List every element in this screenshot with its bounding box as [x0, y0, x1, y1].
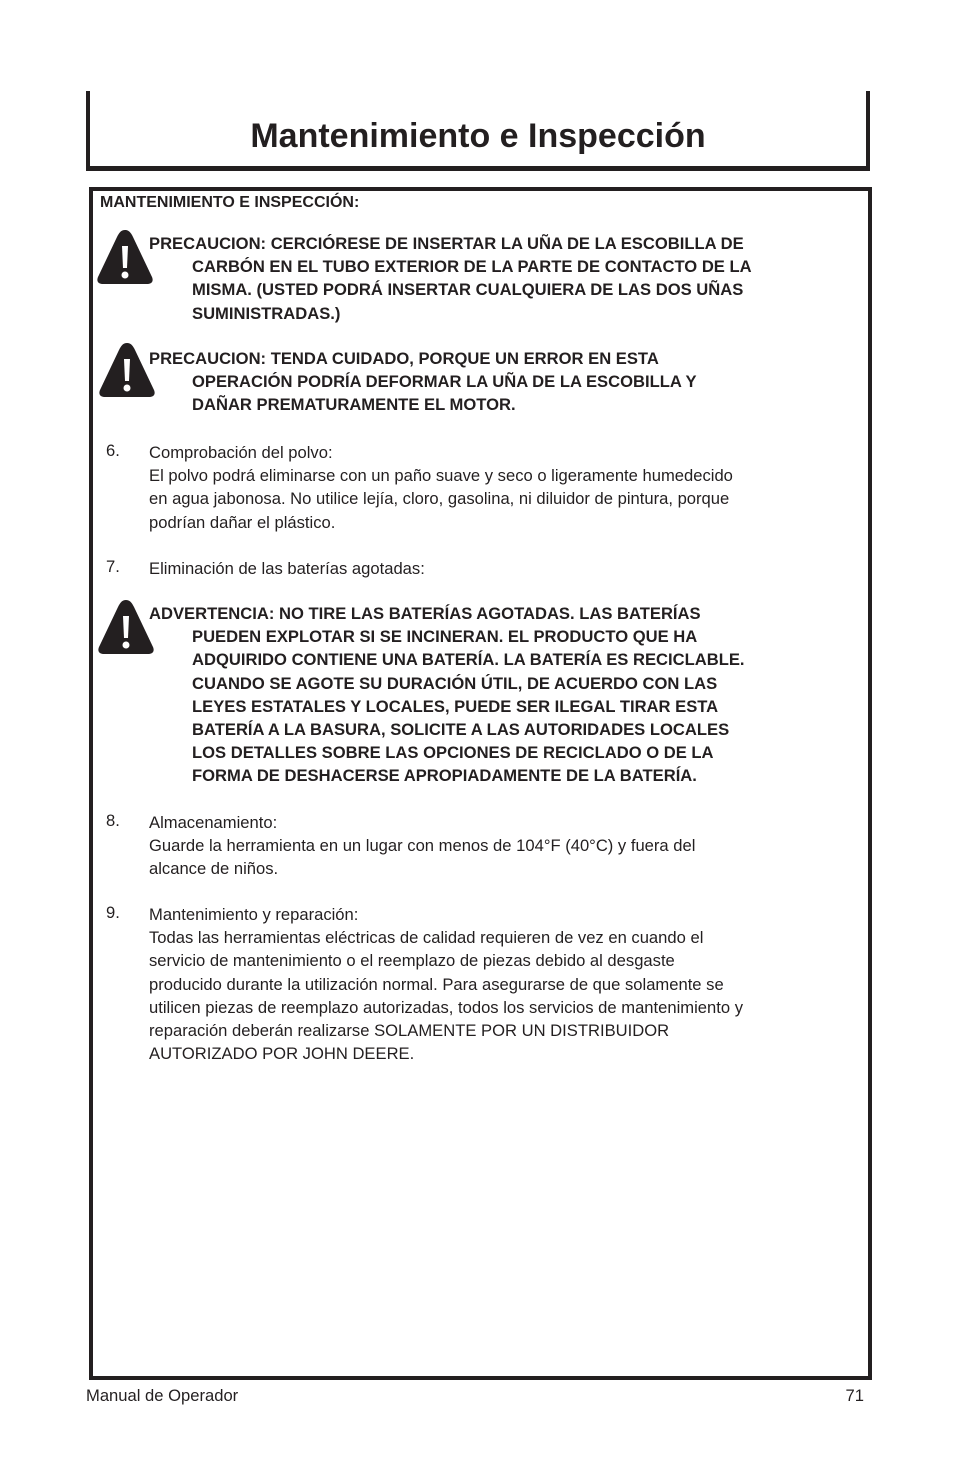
caution-line: DAÑAR PREMATURAMENTE EL MOTOR.: [192, 395, 516, 415]
item-line: producido durante la utilización normal. Para asegurarse de que solamente se: [149, 974, 724, 994]
item-line: Todas las herramientas eléctricas de calidad requieren de vez en cuando el: [149, 928, 704, 948]
item-body: [149, 441, 849, 534]
caution-line: BATERÍA A LA BASURA, SOLICITE A LAS AUTORIDADES LOCALES: [192, 720, 730, 740]
item-line: Guarde la herramienta en un lugar con menos de 104°F (40°C) y fuera del: [149, 836, 696, 856]
item-heading: Mantenimiento y reparación:: [149, 905, 359, 924]
page-title: Mantenimiento e Inspección: [250, 117, 706, 155]
item-number: 6.: [106, 441, 120, 460]
item-line: utilicen piezas de reemplazo autorizadas, todos los servicios de mantenimiento y: [149, 997, 743, 1017]
caution-line: MISMA. (USTED PODRÁ INSERTAR CUALQUIERA DE LAS DOS UÑAS: [192, 280, 744, 300]
item-line: reparación deberán realizarse SOLAMENTE POR UN DISTRIBUIDOR: [149, 1021, 670, 1041]
caution-line: CUANDO SE AGOTE SU DURACIÓN ÚTIL, DE ACUERDO CON LAS: [192, 673, 718, 693]
warning-triangle-icon: [97, 598, 155, 656]
item-body: [149, 557, 849, 580]
item-line: podrían dañar el plástico.: [149, 512, 336, 532]
caution-2: [149, 347, 849, 417]
caution-line: PRECAUCION: TENDA CUIDADO, PORQUE UN ERROR EN ESTA: [149, 349, 659, 368]
caution-line: OPERACIÓN PODRÍA DEFORMAR LA UÑA DE LA ESCOBILLA Y: [192, 372, 697, 392]
item-line: El polvo podrá eliminarse con un paño suave y seco o ligeramente humedecido: [149, 466, 733, 486]
footer-manual-label: Manual de Operador: [86, 1386, 239, 1405]
section-heading: MANTENIMIENTO E INSPECCIÓN:: [100, 194, 360, 211]
item-number: 8.: [106, 811, 120, 830]
caution-line: FORMA DE DESHACERSE APROPIADAMENTE DE LA BATERÍA.: [192, 766, 697, 786]
caution-line: LOS DETALLES SOBRE LAS OPCIONES DE RECICLADO O DE LA: [192, 743, 714, 763]
item-heading: Almacenamiento:: [149, 813, 278, 832]
caution-line: PRECAUCION: CERCIÓRESE DE INSERTAR LA UÑA DE LA ESCOBILLA DE: [149, 234, 744, 253]
caution-3: [149, 602, 849, 788]
item-line: servicio de mantenimiento o el reemplazo de piezas debido al desgaste: [149, 951, 675, 971]
caution-line: ADVERTENCIA: NO TIRE LAS BATERÍAS AGOTADAS. LAS BATERÍAS: [149, 604, 701, 623]
caution-line: LEYES ESTATALES Y LOCALES, PUEDE SER ILEGAL TIRAR ESTA: [192, 696, 719, 716]
caution-line: ADQUIRIDO CONTIENE UNA BATERÍA. LA BATERÍA ES RECICLABLE.: [192, 650, 745, 670]
item-line: en agua jabonosa. No utilice lejía, cloro, gasolina, ni diluidor de pintura, porque: [149, 489, 730, 509]
caution-line: CARBÓN EN EL TUBO EXTERIOR DE LA PARTE DE CONTACTO DE LA: [192, 257, 752, 277]
item-number: 9.: [106, 903, 120, 922]
caution-line: PUEDEN EXPLOTAR SI SE INCINERAN. EL PRODUCTO QUE HA: [192, 627, 698, 647]
caution-1: [149, 232, 849, 325]
warning-triangle-icon: [98, 341, 156, 399]
warning-triangle-icon: [96, 228, 154, 286]
item-body: [149, 811, 849, 881]
item-line: AUTORIZADO POR JOHN DEERE.: [149, 1044, 415, 1064]
item-number: 7.: [106, 557, 120, 576]
item-line: alcance de niños.: [149, 859, 279, 879]
item-heading: Eliminación de las baterías agotadas:: [149, 559, 425, 578]
caution-line: SUMINISTRADAS.): [192, 303, 341, 323]
title-frame: [86, 91, 870, 171]
item-heading: Comprobación del polvo:: [149, 443, 333, 462]
page-number: 71: [845, 1386, 864, 1405]
item-body: [149, 903, 849, 1065]
